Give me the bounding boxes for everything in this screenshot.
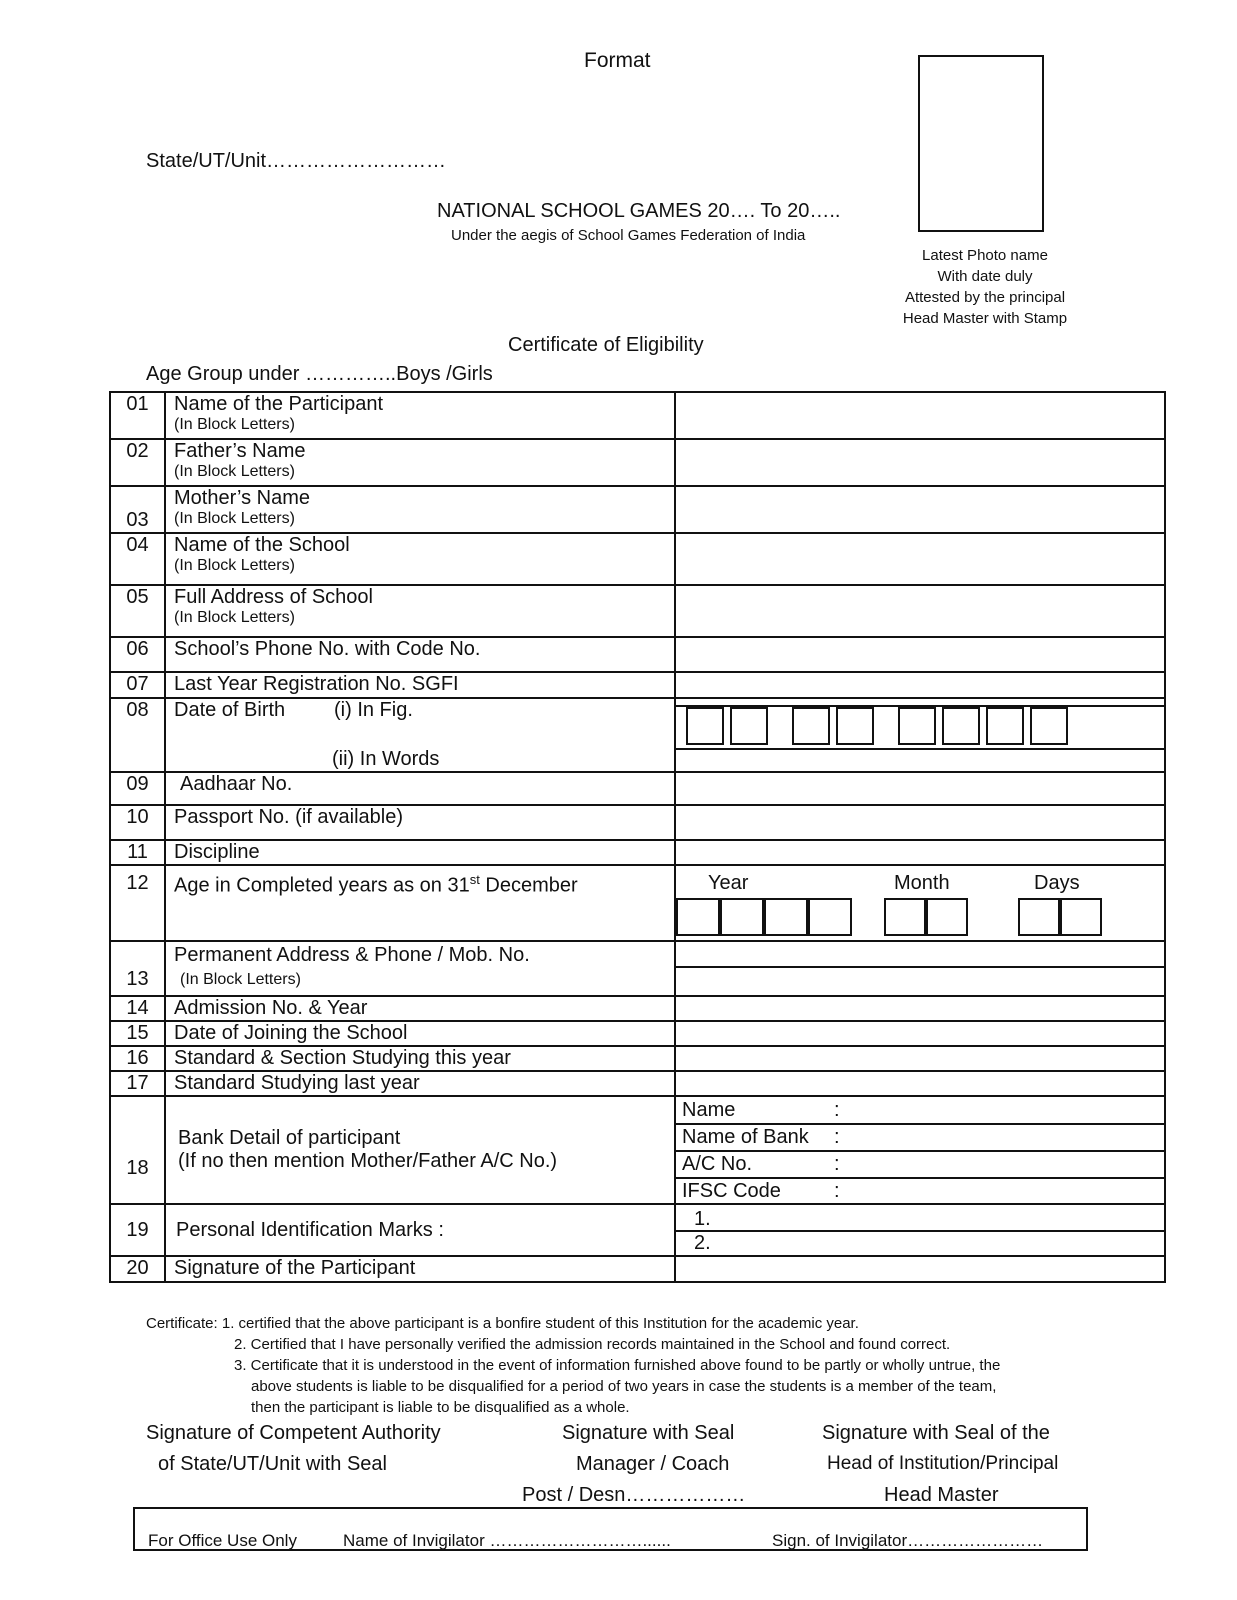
label-sup: st bbox=[469, 872, 480, 887]
bank-detail-field bbox=[675, 1096, 1165, 1204]
signature-authority-line1: Signature of Competent Authority bbox=[146, 1422, 441, 1444]
year-label: Year bbox=[708, 872, 749, 894]
table-row bbox=[110, 698, 1165, 772]
standard-last-year-field[interactable] bbox=[675, 1071, 1165, 1096]
photo-note-line: Attested by the principal bbox=[904, 289, 1066, 306]
table-row bbox=[110, 1256, 1165, 1282]
row-label bbox=[165, 698, 675, 772]
aadhaar-field[interactable] bbox=[675, 772, 1165, 805]
days-label: Days bbox=[1034, 872, 1080, 894]
label-sub: (In Block Letters) bbox=[174, 609, 295, 626]
table-row bbox=[110, 772, 1165, 805]
label-sub: (In Block Letters) bbox=[174, 557, 295, 574]
signature-head-line3: Head Master bbox=[884, 1484, 999, 1506]
permanent-address-field[interactable] bbox=[675, 941, 1165, 996]
father-name-field[interactable] bbox=[675, 439, 1165, 486]
digit-box[interactable] bbox=[1060, 898, 1102, 936]
row-label: Aadhaar No. bbox=[165, 772, 675, 805]
digit-box[interactable] bbox=[686, 707, 724, 745]
digit-box[interactable] bbox=[764, 898, 808, 936]
divider bbox=[676, 748, 1164, 750]
office-use-label: For Office Use Only bbox=[148, 1531, 297, 1550]
passport-field[interactable] bbox=[675, 805, 1165, 840]
row-number: 13 bbox=[110, 941, 165, 996]
table-row bbox=[110, 1046, 1165, 1071]
certificate-line-1: Certificate: 1. certified that the above participant is a bonfire student of this Institution for the academic year. bbox=[146, 1315, 859, 1332]
dob-fig-label: (i) In Fig. bbox=[334, 699, 413, 721]
table-row bbox=[110, 1096, 1165, 1204]
bank-ifsc-label: IFSC Code bbox=[682, 1180, 781, 1202]
invigilator-sign-field: Sign. of Invigilator…………………… bbox=[772, 1531, 1044, 1550]
signature-manager-line2: Manager / Coach bbox=[576, 1453, 730, 1475]
invigilator-name-field: Name of Invigilator ………………………...... bbox=[343, 1531, 671, 1550]
digit-box[interactable] bbox=[942, 707, 980, 745]
row-label: Standard Studying last year bbox=[165, 1071, 675, 1096]
label-text: Name of the School bbox=[174, 534, 350, 556]
label-text: Permanent Address & Phone / Mob. No. bbox=[174, 944, 530, 966]
row-number: 05 bbox=[110, 585, 165, 637]
row-number: 15 bbox=[110, 1021, 165, 1046]
admission-field[interactable] bbox=[675, 996, 1165, 1021]
row-label: Personal Identification Marks : bbox=[165, 1204, 675, 1256]
row-label: School’s Phone No. with Code No. bbox=[165, 637, 675, 672]
age-field bbox=[675, 865, 1165, 941]
month-label: Month bbox=[894, 872, 950, 894]
row-label: Admission No. & Year bbox=[165, 996, 675, 1021]
photo-box[interactable] bbox=[918, 55, 1044, 232]
photo-note-line: With date duly bbox=[937, 268, 1033, 285]
bank-acno-label: A/C No. bbox=[682, 1153, 753, 1175]
row-number: 19 bbox=[110, 1204, 165, 1256]
row-number: 03 bbox=[110, 486, 165, 533]
row-label: Passport No. (if available) bbox=[165, 805, 675, 840]
year-boxes bbox=[676, 898, 852, 936]
table-row bbox=[110, 1071, 1165, 1096]
digit-box[interactable] bbox=[898, 707, 936, 745]
office-use-box bbox=[133, 1507, 1088, 1551]
row-label bbox=[165, 1096, 675, 1204]
row-number: 12 bbox=[110, 865, 165, 941]
table-row bbox=[110, 392, 1165, 439]
row-number: 07 bbox=[110, 672, 165, 698]
format-label: Format bbox=[584, 49, 651, 72]
row-number: 16 bbox=[110, 1046, 165, 1071]
age-group-field: Age Group under …………..Boys /Girls bbox=[146, 363, 493, 385]
table-row bbox=[110, 439, 1165, 486]
row-label bbox=[165, 439, 675, 486]
label-text: Age in Completed years as on 31 bbox=[174, 874, 470, 897]
label-text: Name of the Participant bbox=[174, 393, 383, 415]
row-number: 17 bbox=[110, 1071, 165, 1096]
label-sub: (In Block Letters) bbox=[174, 510, 295, 527]
mark-2-label: 2. bbox=[694, 1232, 711, 1254]
table-row bbox=[110, 486, 1165, 533]
certificate-line-5: then the participant is liable to be disqualified as a whole. bbox=[251, 1399, 630, 1416]
page-title: NATIONAL SCHOOL GAMES 20…. To 20….. bbox=[437, 200, 841, 222]
certificate-title: Certificate of Eligibility bbox=[508, 334, 704, 356]
row-number: 14 bbox=[110, 996, 165, 1021]
certificate-line-4: above students is liable to be disqualified for a period of two years in case the students is a member of the team, bbox=[251, 1378, 997, 1395]
colon: : bbox=[834, 1153, 840, 1175]
row-label: Last Year Registration No. SGFI bbox=[165, 672, 675, 698]
label-text-end: December bbox=[479, 874, 578, 897]
signature-head-line1: Signature with Seal of the bbox=[822, 1422, 1050, 1444]
table-row bbox=[110, 865, 1165, 941]
bank-bankname-label: Name of Bank bbox=[682, 1126, 809, 1148]
eligibility-form-table bbox=[109, 391, 1166, 1283]
days-boxes bbox=[1018, 898, 1102, 936]
signature-authority-line2: of State/UT/Unit with Seal bbox=[158, 1453, 387, 1475]
label-sub: (In Block Letters) bbox=[180, 971, 301, 988]
table-row bbox=[110, 996, 1165, 1021]
mother-name-field[interactable] bbox=[675, 486, 1165, 533]
label-text: Full Address of School bbox=[174, 586, 373, 608]
discipline-field[interactable] bbox=[675, 840, 1165, 865]
digit-box[interactable] bbox=[1018, 898, 1060, 936]
table-row bbox=[110, 840, 1165, 865]
page-subtitle: Under the aegis of School Games Federation of India bbox=[451, 227, 806, 244]
row-label bbox=[165, 392, 675, 439]
row-label: Standard & Section Studying this year bbox=[165, 1046, 675, 1071]
row-label bbox=[165, 941, 675, 996]
row-number: 06 bbox=[110, 637, 165, 672]
label-sub: (In Block Letters) bbox=[174, 463, 295, 480]
table-row bbox=[110, 672, 1165, 698]
dob-digit-boxes bbox=[686, 707, 1068, 745]
table-row bbox=[110, 805, 1165, 840]
dob-words-label: (ii) In Words bbox=[332, 748, 440, 770]
digit-box[interactable] bbox=[1030, 707, 1068, 745]
digit-box[interactable] bbox=[730, 707, 768, 745]
label-text: Mother’s Name bbox=[174, 487, 310, 509]
joining-date-field[interactable] bbox=[675, 1021, 1165, 1046]
digit-box[interactable] bbox=[986, 707, 1024, 745]
month-boxes bbox=[884, 898, 968, 936]
label-sub: (In Block Letters) bbox=[174, 416, 295, 433]
row-number: 02 bbox=[110, 439, 165, 486]
identification-marks-field bbox=[675, 1204, 1165, 1256]
digit-box[interactable] bbox=[836, 707, 874, 745]
row-number: 11 bbox=[110, 840, 165, 865]
colon: : bbox=[834, 1126, 840, 1148]
digit-box[interactable] bbox=[884, 898, 926, 936]
label-text: Father’s Name bbox=[174, 440, 306, 462]
photo-note bbox=[860, 245, 1110, 329]
photo-note-line: Latest Photo name bbox=[922, 247, 1048, 264]
row-number: 10 bbox=[110, 805, 165, 840]
school-address-field[interactable] bbox=[675, 585, 1165, 637]
digit-box[interactable] bbox=[676, 898, 720, 936]
label-sub: (If no then mention Mother/Father A/C No.) bbox=[178, 1150, 558, 1172]
standard-this-year-field[interactable] bbox=[675, 1046, 1165, 1071]
signature-field[interactable] bbox=[675, 1256, 1165, 1282]
digit-box[interactable] bbox=[720, 898, 764, 936]
colon: : bbox=[834, 1099, 840, 1121]
table-row bbox=[110, 637, 1165, 672]
divider bbox=[676, 1230, 1164, 1232]
school-phone-field[interactable] bbox=[675, 637, 1165, 672]
certificate-line-3: 3. Certificate that it is understood in the event of information furnished above found to be partly or wholly untrue, the bbox=[234, 1357, 1001, 1374]
school-name-field[interactable] bbox=[675, 533, 1165, 585]
registration-no-field[interactable] bbox=[675, 672, 1165, 698]
state-unit-field: State/UT/Unit……………………… bbox=[146, 150, 447, 172]
table-row bbox=[110, 585, 1165, 637]
row-label: Discipline bbox=[165, 840, 675, 865]
participant-name-field[interactable] bbox=[675, 392, 1165, 439]
table-row bbox=[110, 1021, 1165, 1046]
label-text: Bank Detail of participant bbox=[178, 1127, 401, 1149]
label-text: Date of Birth bbox=[174, 699, 286, 721]
divider bbox=[676, 966, 1164, 968]
digit-box[interactable] bbox=[926, 898, 968, 936]
dob-field bbox=[675, 698, 1165, 772]
signature-manager-line1: Signature with Seal bbox=[562, 1422, 735, 1444]
certificate-line-2: 2. Certified that I have personally verified the admission records maintained in the School and found correct. bbox=[234, 1336, 951, 1353]
row-number: 08 bbox=[110, 698, 165, 772]
row-number: 20 bbox=[110, 1256, 165, 1282]
row-label bbox=[165, 865, 675, 941]
row-label bbox=[165, 486, 675, 533]
colon: : bbox=[834, 1180, 840, 1202]
mark-1-label: 1. bbox=[694, 1208, 711, 1230]
row-number: 09 bbox=[110, 772, 165, 805]
row-label bbox=[165, 533, 675, 585]
row-label: Date of Joining the School bbox=[165, 1021, 675, 1046]
digit-box[interactable] bbox=[792, 707, 830, 745]
digit-box[interactable] bbox=[808, 898, 852, 936]
table-row bbox=[110, 941, 1165, 996]
table-row bbox=[110, 533, 1165, 585]
row-number: 18 bbox=[110, 1096, 165, 1204]
table-row bbox=[110, 1204, 1165, 1256]
row-number: 01 bbox=[110, 392, 165, 439]
row-label bbox=[165, 585, 675, 637]
photo-note-line: Head Master with Stamp bbox=[902, 310, 1068, 327]
signature-manager-line3: Post / Desn……………… bbox=[522, 1484, 746, 1506]
row-label: Signature of the Participant bbox=[165, 1256, 675, 1282]
bank-name-label: Name bbox=[682, 1099, 736, 1121]
row-number: 04 bbox=[110, 533, 165, 585]
signature-head-line2: Head of Institution/Principal bbox=[827, 1453, 1059, 1474]
